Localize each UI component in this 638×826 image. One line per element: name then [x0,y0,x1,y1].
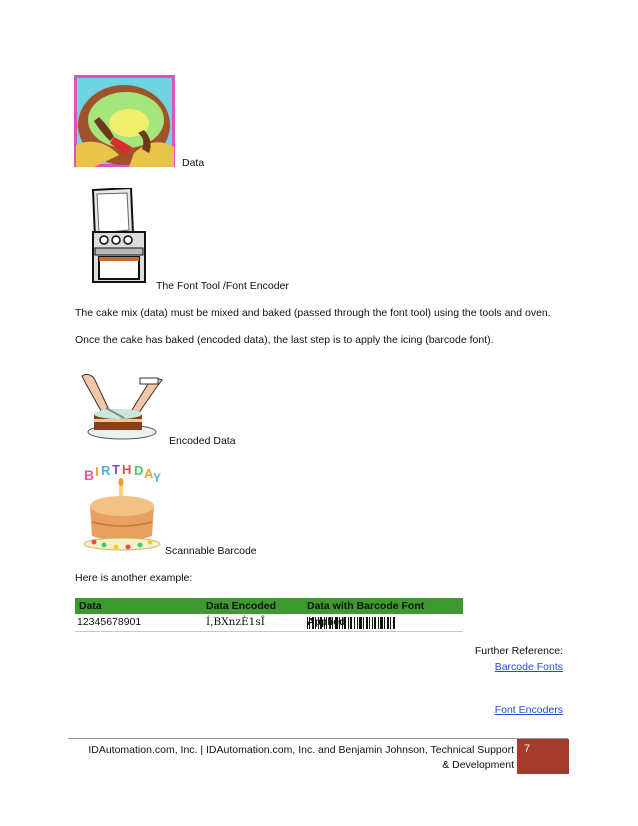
footer-text [88,743,514,773]
footer-line-1: IDAutomation.com, Inc. | IDAutomation.com, Inc. and Benjamin Johnson, Technical Support [88,744,514,756]
further-reference-heading: Further Reference: [474,645,563,657]
table-bottom-border [75,631,463,632]
svg-text:I: I [95,464,99,479]
svg-text:B: B [84,467,95,483]
page-number: 7 [524,743,531,755]
svg-text:R: R [101,463,111,478]
image-caption-data: Data [182,157,205,169]
paragraph-another-example: Here is another example: [75,572,193,584]
image-caption-encoded-data: Encoded Data [169,435,236,447]
svg-text:H: H [122,462,132,477]
icing-cake-image [80,372,164,440]
svg-text:A: A [144,466,154,481]
table-row [75,614,463,632]
table-cell-data: 12345678901 [77,616,142,628]
oven-image [87,188,147,283]
table-header-data: Data [79,600,102,612]
page-number-box [517,739,569,774]
svg-text:Y: Y [153,471,162,485]
mixing-bowl-image [74,75,175,167]
svg-text:T: T [112,462,120,477]
footer-line-2: & Development [442,759,514,771]
barcode-graphic [307,617,397,628]
image-caption-font-tool: The Font Tool /Font Encoder [156,280,289,292]
font-encoders-link[interactable]: Font Encoders [494,704,563,716]
table-header-data-encoded: Data Encoded [206,600,277,612]
footer-rule [68,738,568,739]
table-header-barcode-font: Data with Barcode Font [307,600,425,612]
barcode-fonts-link[interactable]: Barcode Fonts [494,661,563,673]
paragraph-cake-mix: The cake mix (data) must be mixed and baked (passed through the font tool) using the tools and oven. [75,307,551,319]
table-header-row [75,598,463,614]
table-cell-encoded: Í,BXnzÈ1sÎ [206,616,265,628]
example-table [75,598,463,632]
paragraph-baked: Once the cake has baked (encoded data), the last step is to apply the icing (barcode font). [75,334,494,346]
birthday-cake-image [82,462,162,552]
svg-text:D: D [134,463,144,478]
image-caption-scannable-barcode: Scannable Barcode [165,545,257,557]
